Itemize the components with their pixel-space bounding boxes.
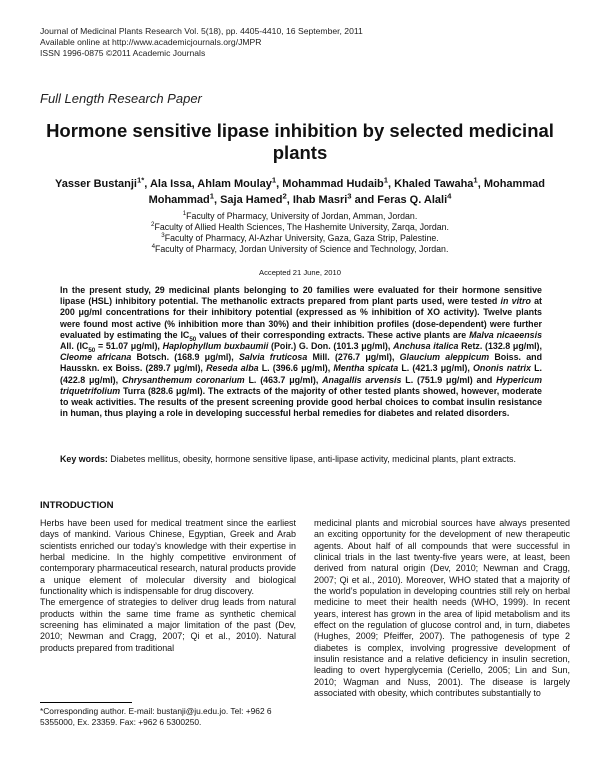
abstract-text: Boiss. and Hausskn. ex Boiss. (289.7 μg/ml), bbox=[60, 352, 542, 374]
abstract-species-name: Salvia fruticosa bbox=[238, 352, 308, 363]
abstract-species-name: Hypericum triquetrifolium bbox=[60, 374, 542, 396]
intro-right-column bbox=[314, 518, 570, 774]
author-name: Ala Issa bbox=[149, 178, 192, 190]
author-name: Ihab Masri bbox=[292, 194, 348, 206]
keywords-text: Diabetes mellitus, obesity, hormone sensitive lipase, anti-lipase activity, medicinal plants, plant extracts. bbox=[107, 454, 516, 464]
author-separator: , bbox=[191, 178, 198, 190]
intro-left-column bbox=[40, 518, 296, 654]
affiliation-text: Faculty of Pharmacy, Jordan University of Science and Technology, Jordan. bbox=[155, 244, 449, 254]
abstract-text: L. (463.7 μg/ml), bbox=[244, 374, 323, 385]
author-name: Yasser Bustanji bbox=[55, 178, 137, 190]
abstract-text: = 51.07 μg/ml), bbox=[95, 341, 163, 352]
abstract-species-name: Anagallis arvensis bbox=[322, 374, 402, 385]
intro-paragraph: medicinal plants and microbial sources have always presented an exciting opportunity for the development of new therapeutic agents. About half of all compounds that were successful in clinical trials in the last twenty-five years were, at least, been derived from natural origin (Dev, 2010; Newman and Cragg, 2007; Qi et al., 2010). Moreover, WHO stated that a majority of the world’s population in developing countries still rely on herbal medicine to meet their health needs (WHO, 1999). In recent years, interest has grown in the area of lipid metabolism and its effect on the regulation of glucose control and, in turn, diabetes (Hughes, 2009; Pfeiffer, 2007). The pathogenesis of type 2 diabetes is complex, involving progressive development of insulin resistance and a relative deficiency in insulin secretion, leading to overt hyperglycemia (Ceriello, 2005; Lin and Sun, 2010; Wagman and Nuss, 2001). The disease is largely associated with obesity, which contributes substantially to bbox=[314, 518, 570, 699]
abstract-text: Botsch. (168.9 μg/ml), bbox=[131, 352, 239, 363]
affiliation-list bbox=[40, 211, 560, 255]
keywords bbox=[60, 454, 542, 466]
author-affiliation-mark: 3 bbox=[347, 191, 352, 201]
abstract-species-name: Ononis natrix bbox=[473, 363, 531, 374]
abstract-text: L. (421.3 μg/ml), bbox=[398, 363, 474, 374]
accepted-date: Accepted 21 June, 2010 bbox=[259, 268, 341, 277]
abstract-species-name: Anchusa italica bbox=[393, 341, 459, 352]
abstract-subscript: 50 bbox=[189, 335, 197, 343]
abstract-text: Mill. (276.7 μg/ml), bbox=[307, 352, 400, 363]
abstract-text: L. (422.8 μg/ml), bbox=[60, 363, 542, 385]
abstract-text: at 200 μg/ml concentrations for their inhibitory potential (expressed as % inhibition of XO activity). Twelve plants were found most active (% inhibition more than 30%) and their inhibition profiles (dose-dependent) were further evaluated by estimating the IC bbox=[60, 296, 542, 340]
journal-header bbox=[40, 26, 363, 59]
affiliation-text: Faculty of Allied Health Sciences, The Hashemite University, Zarqa, Jordan. bbox=[154, 222, 449, 232]
author-separator: , bbox=[477, 178, 484, 190]
author-separator: , bbox=[276, 178, 283, 190]
affiliation-text: Faculty of Pharmacy, University of Jordan, Amman, Jordan. bbox=[186, 211, 418, 221]
abstract-text: In the present study, 29 medicinal plants belonging to 20 families were evaluated for their hormone sensitive lipase (HSL) inhibitory potential. The methanolic extracts prepared from plant parts used, were tested bbox=[60, 285, 542, 307]
author-name: Mohammad Mohammad bbox=[148, 178, 545, 206]
author-list bbox=[40, 176, 560, 208]
abstract-text: L. (396.6 μg/ml), bbox=[258, 363, 334, 374]
author-separator: and bbox=[351, 194, 378, 206]
footnote-rule bbox=[40, 702, 132, 703]
affiliation-number: 4 bbox=[151, 243, 156, 251]
intro-paragraph: Herbs have been used for medical treatment since the earliest days of mankind. Various Chinese, Egyptian, Greek and Arab scientists enriched our today’s knowledge with their expertise in herbal medicine. In the highly competitive environment of contemporary pharmaceutical research, natural products provide a unique element of molecular diversity and biological functionality which is indispensable for drug discovery. bbox=[40, 518, 296, 597]
author-affiliation-mark: 1 bbox=[473, 175, 478, 185]
abstract-species-name: Mentha spicata bbox=[333, 363, 399, 374]
abstract-text: Turra (828.6 μg/ml). The extracts of the majority of other tested plants showed, however, moderate to weak activities. The results of the present screening provide good herbal choices to combat insulin resistance in human, thus playing a role in developing successful herbal remedies for diabetes and related disorders. bbox=[60, 385, 542, 419]
abstract-species-name: Reseda alba bbox=[206, 363, 259, 374]
affiliation-number: 1 bbox=[182, 210, 187, 218]
abstract-text: (Poir.) G. Don. (101.3 μg/ml), bbox=[268, 341, 394, 352]
abstract-species-name: in vitro bbox=[500, 296, 531, 307]
affiliation-number: 2 bbox=[151, 221, 155, 229]
abstract-text: All. (IC bbox=[60, 341, 89, 352]
author-affiliation-mark: 1* bbox=[136, 175, 145, 185]
abstract-text: Retz. (132.8 μg/ml), bbox=[458, 341, 542, 352]
author-name: Ahlam Moulay bbox=[197, 178, 272, 190]
affiliation-text: Faculty of Pharmacy, Al-Azhar University, Gaza, Gaza Strip, Palestine. bbox=[164, 233, 439, 243]
abstract-text: L. (751.9 μg/ml) and bbox=[401, 374, 497, 385]
abstract-text: values of their corresponding extracts. These active plants are bbox=[196, 329, 470, 340]
intro-paragraph: The emergence of strategies to deliver drug leads from natural products within the same time frame as synthetic chemical screening has eliminated a major limitation of the past (Dev, 2010; Newman and Cragg, 2007; Qi et al., 2010). Natural products prepared from traditional bbox=[40, 597, 296, 653]
affiliation bbox=[40, 244, 560, 255]
abstract bbox=[60, 285, 542, 419]
author-separator: , bbox=[388, 178, 395, 190]
journal-issn: ISSN 1996-0875 ©2011 Academic Journals bbox=[40, 48, 206, 58]
abstract-species-name: Chrysanthemum coronarium bbox=[121, 374, 245, 385]
section-heading-introduction: INTRODUCTION bbox=[40, 500, 114, 511]
abstract-species-name: Cleome africana bbox=[60, 352, 132, 363]
abstract-species-name: Haplophyllum buxbaumii bbox=[162, 341, 269, 352]
paper-title: Hormone sensitive lipase inhibition by selected medicinal plants bbox=[46, 120, 554, 163]
author-separator: , bbox=[286, 194, 293, 206]
abstract-species-name: Glaucium aleppicum bbox=[399, 352, 490, 363]
affiliation bbox=[40, 211, 560, 222]
author-name: Saja Hamed bbox=[220, 194, 283, 206]
author-affiliation-mark: 2 bbox=[282, 191, 287, 201]
affiliation-number: 3 bbox=[161, 232, 165, 240]
author-affiliation-mark: 4 bbox=[447, 191, 452, 201]
author-name: Khaled Tawaha bbox=[394, 178, 474, 190]
author-affiliation-mark: 1 bbox=[383, 175, 389, 185]
corresponding-author-footnote: *Corresponding author. E-mail: bustanji@ju.edu.jo. Tel: +962 6 5355000, Ex. 23359. Fax: +962 6 5300250. bbox=[40, 706, 272, 727]
abstract-species-name: Malva nicaeensis bbox=[469, 329, 542, 340]
keywords-label: Key words: bbox=[60, 454, 108, 464]
author-affiliation-mark: 1 bbox=[271, 175, 277, 185]
author-name: Feras Q. Alali bbox=[377, 194, 448, 206]
author-separator: , bbox=[144, 178, 150, 190]
author-separator: , bbox=[213, 194, 221, 206]
journal-url: Available online at http://www.academicjournals.org/JMPR bbox=[40, 37, 262, 47]
affiliation bbox=[40, 233, 560, 244]
abstract-subscript: 50 bbox=[88, 346, 96, 354]
author-affiliation-mark: 1 bbox=[209, 191, 214, 201]
affiliation bbox=[40, 222, 560, 233]
author-name: Mohammad Hudaib bbox=[282, 178, 384, 190]
journal-citation: Journal of Medicinal Plants Research Vol. 5(18), pp. 4405-4410, 16 September, 2011 bbox=[40, 26, 363, 36]
paper-type: Full Length Research Paper bbox=[40, 91, 202, 106]
